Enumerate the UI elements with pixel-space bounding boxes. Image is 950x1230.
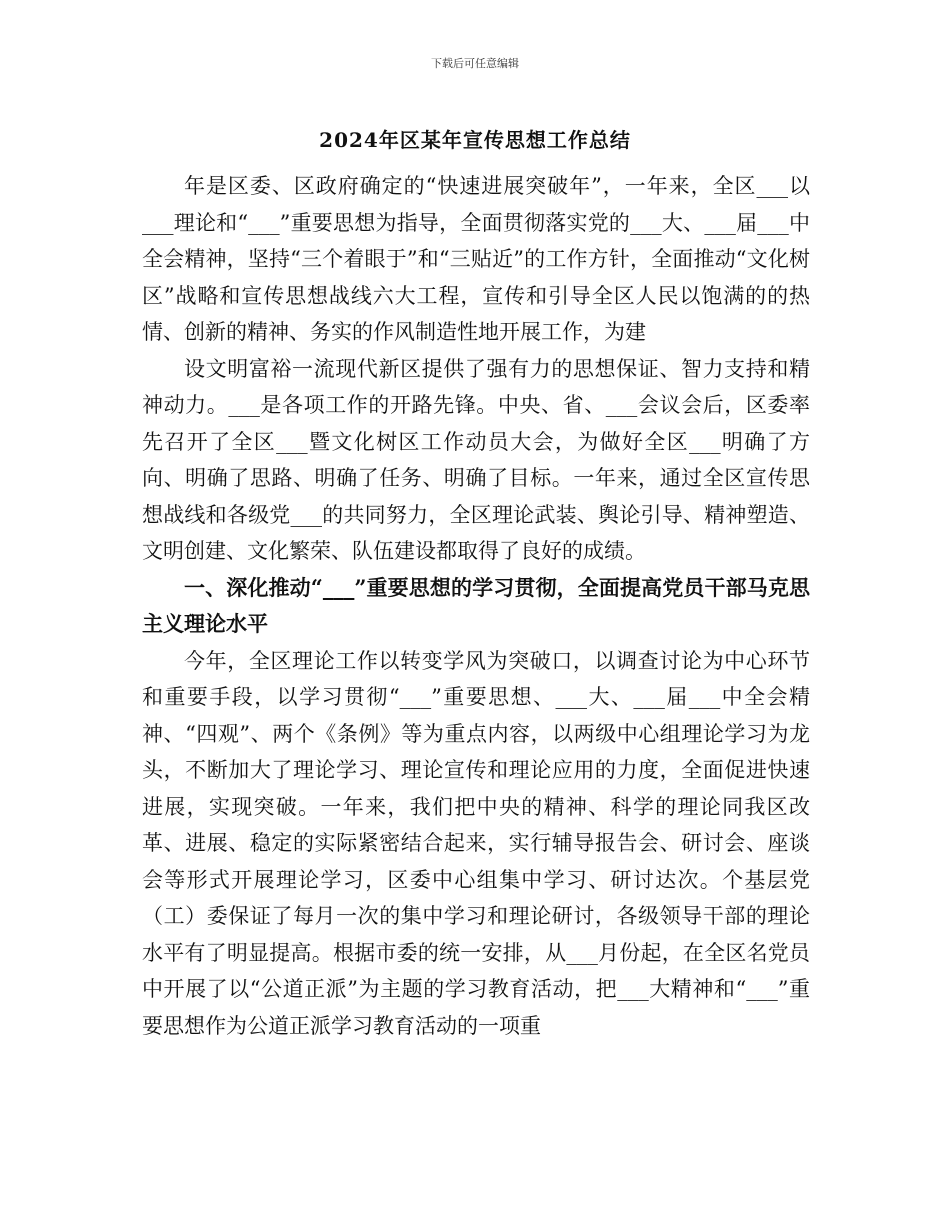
section-heading-1: 一、深化推动“___”重要思想的学习贯彻，全面提高党员干部马克思主义理论水平 [142,574,810,636]
header-note: 下载后可任意编辑 [431,57,519,70]
paragraph-section-1: 今年，全区理论工作以转变学风为突破口，以调查讨论为中心环节和重要手段，以学习贯彻“___”重要思想、___大、___届___中全会精神、“四观”、两个《条例》等为重点内容，以两级中心组理论学习为龙头，不断加大了理论学习、理论宣传和理论应用的力度，全面促进快速进展，实现突破。一年来，我们把中央的精神、科学的理论同我区改革、进展、稳定的实际紧密结合起来，实行辅导报告会、研讨会、座谈会等形式开展理论学习，区委中心组集中学习、研讨达次。个基层党（工）委保证了每月一次的集中学习和理论研讨，各级领导干部的理论水平有了明显提高。根据市委的统一安排，从___月份起，在全区名党员中开展了以“公道正派”为主题的学习教育活动，把___大精神和“___”重要思想作为公道正派学习教育活动的一项重 [142,648,810,1038]
paragraph-summary: 设文明富裕一流现代新区提供了强有力的思想保证、智力支持和精神动力。___是各项工作的开路先锋。中央、省、___会议会后，区委率先召开了全区___暨文化树区工作动员大会，为做好全区___明确了方向、明确了思路、明确了任务、明确了目标。一年来，通过全区宣传思想战线和各级党___的共同努力，全区理论武装、舆论引导、精神塑造、文明创建、文化繁荣、队伍建设都取得了良好的成绩。 [142,356,810,563]
document-title: 2024年区某年宣传思想工作总结 [319,128,631,152]
paragraph-intro: 年是区委、区政府确定的“快速进展突破年”，一年来，全区___以___理论和“___”重要思想为指导，全面贯彻落实党的___大、___届___中全会精神，坚持“三个着眼于”和“三贴近”的工作方针，全面推动“文化树区”战略和宣传思想战线六大工程，宣传和引导全区人民以饱满的的热情、创新的精神、务实的作风制造性地开展工作，为建 [142,174,810,344]
document-body [142,168,810,1044]
